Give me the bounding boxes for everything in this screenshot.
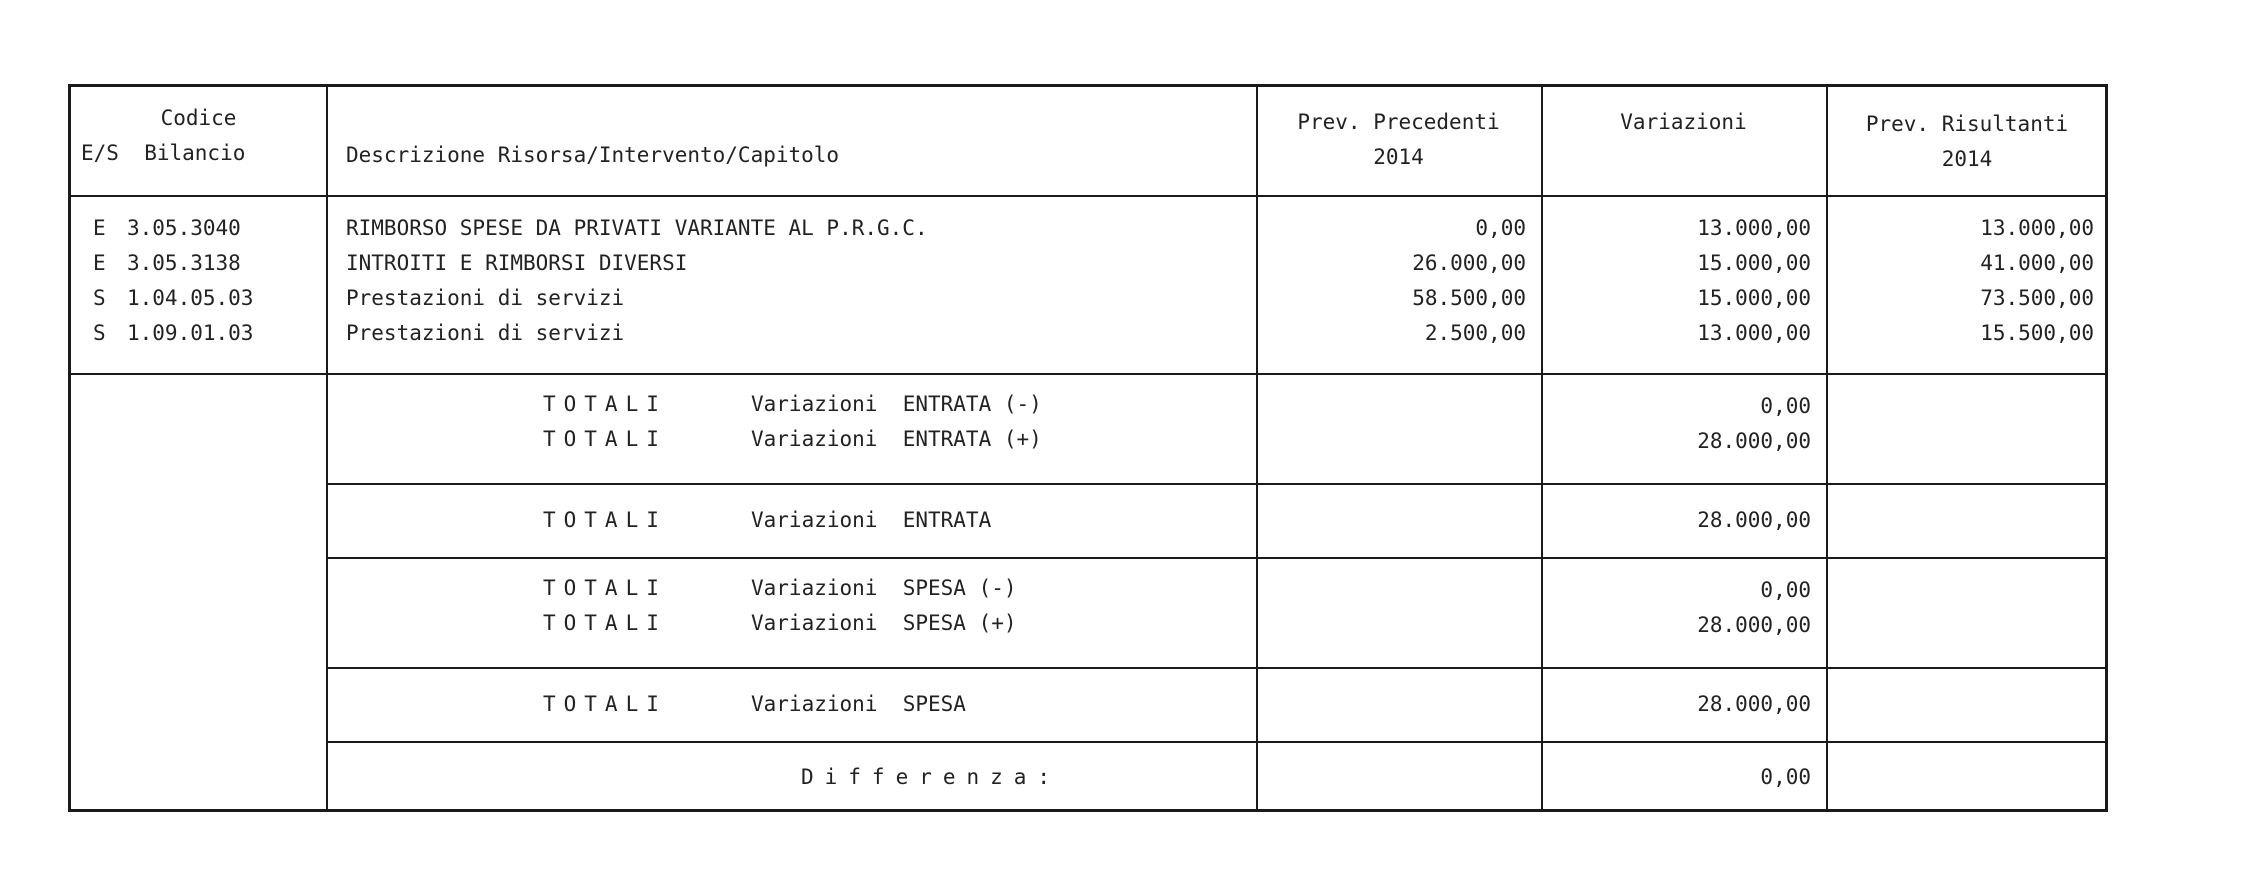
row-prev-prec: 26.000,00 [1412, 251, 1526, 275]
totali-spesa-minus-label: Variazioni SPESA (-) [751, 576, 1017, 600]
row-prev-ris: 73.500,00 [1980, 286, 2094, 310]
row-desc: Prestazioni di servizi [346, 286, 625, 310]
row-code: 3.05.3040 [127, 216, 241, 240]
totals-divider [326, 557, 2105, 559]
header-variazioni: Variazioni [1620, 110, 1747, 134]
totali-word: TOTALI [543, 392, 667, 416]
header-prev-risultanti-year: 2014 [1941, 147, 1993, 171]
row-variazioni: 15.000,00 [1697, 251, 1811, 275]
differenza-label: Differenza: [801, 765, 1062, 789]
row-variazioni: 15.000,00 [1697, 286, 1811, 310]
row-prev-ris: 41.000,00 [1980, 251, 2094, 275]
header-prev-risultanti: Prev. Risultanti [1865, 112, 2069, 136]
totali-entrata-minus-value: 0,00 [1760, 394, 1811, 418]
row-es: E [93, 251, 106, 275]
variazioni-table [68, 84, 2108, 812]
header-descrizione: Descrizione Risorsa/Intervento/Capitolo [346, 143, 840, 167]
row-variazioni: 13.000,00 [1697, 216, 1811, 240]
differenza-value: 0,00 [1760, 765, 1811, 789]
header-prev-precedenti-year: 2014 [1373, 145, 1424, 169]
totali-spesa-plus-value: 28.000,00 [1697, 613, 1811, 637]
row-desc: Prestazioni di servizi [346, 321, 625, 345]
totali-entrata-minus-label: Variazioni ENTRATA (-) [751, 392, 1042, 416]
header-codice: Codice [160, 106, 237, 130]
totali-spesa-value: 28.000,00 [1697, 692, 1811, 716]
totali-entrata-plus-value: 28.000,00 [1697, 429, 1811, 453]
header-es-bilancio: E/S Bilancio [81, 141, 246, 165]
totali-spesa-minus-value: 0,00 [1760, 578, 1811, 602]
row-prev-prec: 58.500,00 [1412, 286, 1526, 310]
row-prev-prec: 0,00 [1475, 216, 1526, 240]
row-code: 1.09.01.03 [127, 321, 254, 345]
row-es: S [93, 286, 106, 310]
totali-entrata-value: 28.000,00 [1697, 508, 1811, 532]
row-es: E [93, 216, 106, 240]
body-divider [71, 373, 2105, 375]
totali-entrata-label: Variazioni ENTRATA [751, 508, 992, 532]
totali-word: TOTALI [543, 576, 667, 600]
totals-divider [326, 741, 2105, 743]
row-desc: INTROITI E RIMBORSI DIVERSI [346, 251, 688, 275]
totali-word: TOTALI [543, 508, 667, 532]
totali-spesa-label: Variazioni SPESA [751, 692, 966, 716]
row-desc: RIMBORSO SPESE DA PRIVATI VARIANTE AL P.R.G.C. [346, 216, 928, 240]
totali-word: TOTALI [543, 692, 667, 716]
totals-divider [326, 667, 2105, 669]
row-prev-ris: 13.000,00 [1980, 216, 2094, 240]
totali-entrata-plus-label: Variazioni ENTRATA (+) [751, 427, 1042, 451]
header-prev-precedenti: Prev. Precedenti [1297, 110, 1500, 134]
totali-word: TOTALI [543, 427, 667, 451]
row-code: 3.05.3138 [127, 251, 241, 275]
totali-spesa-plus-label: Variazioni SPESA (+) [751, 611, 1017, 635]
row-prev-prec: 2.500,00 [1424, 321, 1526, 345]
row-es: S [93, 321, 106, 345]
row-prev-ris: 15.500,00 [1980, 321, 2094, 345]
totali-word: TOTALI [543, 611, 667, 635]
row-variazioni: 13.000,00 [1697, 321, 1811, 345]
row-code: 1.04.05.03 [127, 286, 254, 310]
header-divider [71, 195, 2105, 197]
totals-divider [326, 483, 2105, 485]
